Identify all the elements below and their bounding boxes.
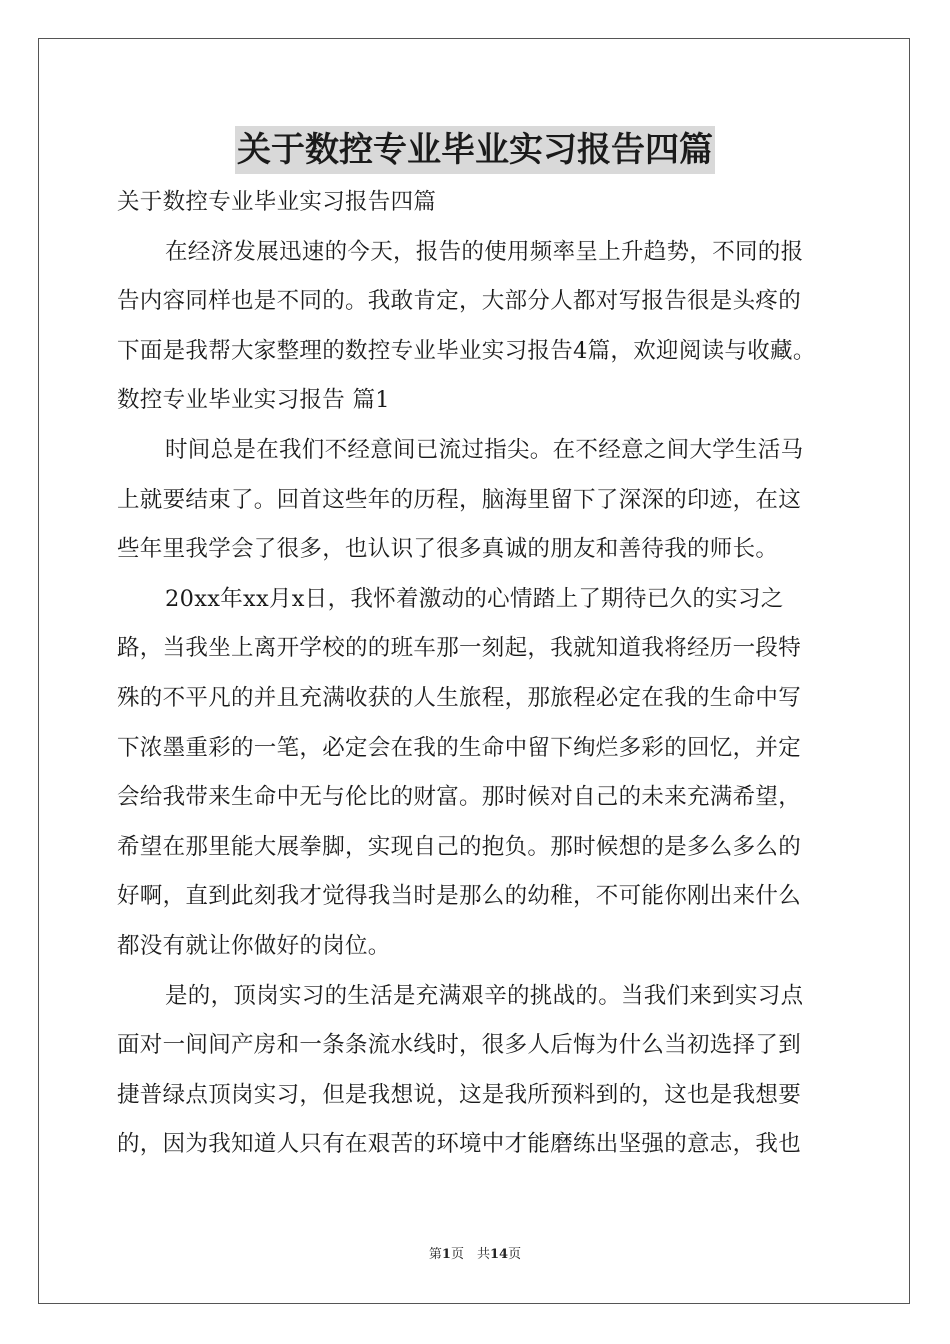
text-line: 是的，顶岗实习的生活是充满艰辛的挑战的。当我们来到实习点: [165, 982, 804, 1009]
text-line: 路，当我坐上离开学校的的班车那一刻起，我就知道我将经历一段特: [117, 635, 802, 662]
text-line: 上就要结束了。回首这些年的历程，脑海里留下了深深的印迹，在这: [117, 486, 802, 513]
title-container: [0, 126, 950, 174]
text-line: 希望在那里能大展拳脚，实现自己的抱负。那时候想的是多么多么的: [117, 833, 802, 860]
text-line: 在经济发展迅速的今天，报告的使用频率呈上升趋势，不同的报: [165, 238, 804, 265]
document-body: [117, 178, 837, 1170]
total-pages-number: 14: [489, 1247, 509, 1262]
footer-prefix: 第: [428, 1247, 442, 1262]
text-line: 都没有就让你做好的岗位。: [117, 932, 391, 959]
text-line: 数控专业毕业实习报告 篇1: [117, 387, 390, 414]
text-line: 会给我带来生命中无与伦比的财富。那时候对自己的未来充满希望，: [117, 784, 802, 811]
text-line: 关于数控专业毕业实习报告四篇: [117, 189, 437, 215]
text-line: 下面是我帮大家整理的数控专业毕业实习报告4篇，欢迎阅读与收藏。: [117, 337, 816, 364]
text-line: 好啊，直到此刻我才觉得我当时是那么的幼稚，不可能你刚出来什么: [117, 883, 802, 910]
text-line: 的，因为我知道人只有在艰苦的环境中才能磨练出坚强的意志，我也: [117, 1131, 802, 1158]
text-line: 时间总是在我们不经意间已流过指尖。在不经意之间大学生活马: [165, 436, 804, 463]
document-title: 关于数控专业毕业实习报告四篇: [235, 126, 715, 174]
current-page-number: 1: [441, 1247, 451, 1262]
text-line: 20xx年xx月x日，我怀着激动的心情踏上了期待已久的实习之: [165, 585, 784, 612]
page-footer: [0, 1245, 950, 1265]
text-line: 下浓墨重彩的一笔，必定会在我的生命中留下绚烂多彩的回忆，并定: [117, 734, 802, 761]
footer-mid: 页 共: [450, 1247, 490, 1262]
text-line: 捷普绿点顶岗实习，但是我想说，这是我所预料到的，这也是我想要: [117, 1081, 802, 1108]
text-line: 些年里我学会了很多，也认识了很多真诚的朋友和善待我的师长。: [117, 536, 779, 563]
footer-suffix: 页: [508, 1247, 522, 1262]
text-line: 面对一间间产房和一条条流水线时，很多人后悔为什么当初选择了到: [117, 1032, 802, 1059]
text-line: 告内容同样也是不同的。我敢肯定，大部分人都对写报告很是头疼的: [117, 288, 802, 315]
text-line: 殊的不平凡的并且充满收获的人生旅程，那旅程必定在我的生命中写: [117, 684, 802, 711]
